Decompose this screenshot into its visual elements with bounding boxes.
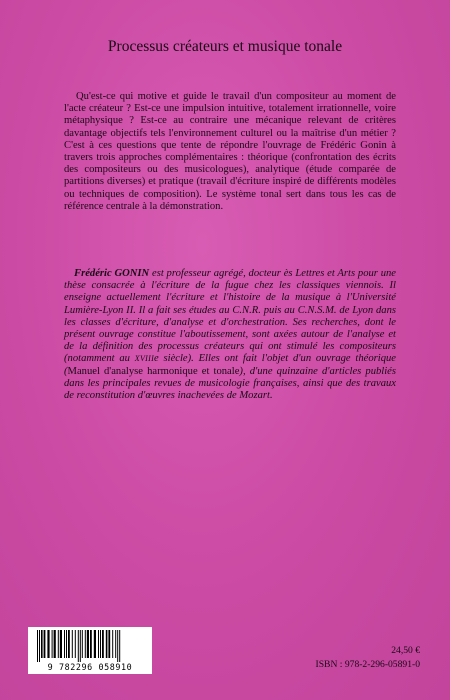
bio-century: XVIII [134, 354, 155, 364]
barcode-bar [39, 630, 40, 662]
price: 24,50 € [391, 645, 420, 656]
barcode-bar [98, 630, 99, 658]
book-title: Processus créateurs et musique tonale [107, 38, 343, 55]
barcode-number: 9 782296 058910 [47, 662, 133, 672]
barcode-bar [58, 630, 59, 658]
bio-book-title: Manuel d'analyse harmonique et tonale [67, 365, 240, 377]
barcode-bar [37, 630, 38, 662]
barcode-bar [112, 630, 113, 658]
barcode-bar [90, 630, 92, 658]
barcode-bar [119, 630, 120, 662]
barcode-bar [75, 630, 76, 658]
barcode-bar [87, 630, 89, 658]
barcode-bar [68, 630, 70, 658]
barcode-bar [94, 630, 96, 658]
barcode-bar [117, 630, 118, 662]
barcode [28, 627, 152, 674]
barcode-bars [35, 630, 145, 662]
barcode-bar [41, 630, 43, 658]
bio-text-1: est professeur agrégé, docteur ès Lettres et Arts pour une thèse consacrée à l'écriture de la fugue chez les classiques viennois. Il enseigne actuellement l'écriture et l'histoire de la musique à l'Université Lumière-Lyon II. Il a fait ses études au C.N.R. puis au C.N.S.M. de Lyon dans les classes d'écriture, d'analyse et d'orchestration. Ses recherches, dont le présent ouvrage constitue l'aboutissement, sont axées autour de l'analyse et de la définition des processus créateurs qui ont stimulé les compositeurs (notamment au [64, 268, 397, 365]
author-name: Frédéric GONIN [74, 268, 150, 279]
bio-text-3: ), d'une quinzaine d'articles publiés dans les principales revues de musicologie françaises, ainsi que des travaux de reconstitution d'œuvres inachevées de Mozart. [64, 365, 397, 402]
barcode-bar [106, 630, 108, 658]
barcode-bar [66, 630, 67, 658]
bio-text-2: e siècle). Elles ont fait l'objet d'un ouvrage théorique ( [64, 353, 396, 377]
book-summary: Qu'est-ce qui motive et guide le travail d'un compositeur au moment de l'acte créateur ? Est-ce une impulsion intuitive, totalement irrationnelle, voire métaphysique ? Est-ce au contraire une mécanique relevant de critères davantage objectifs tels l'environnement culturel ou la maîtrise d'un métier ? C'est à ces questions que tente de répondre l'ouvrage de Frédéric Gonin à travers trois approches complémentaires : théorique (confrontation des écrits des compositeurs ou des musicologues), analytique (étude comparée de partitions diverses) et pratique (travail d'écriture inspiré de différents modèles ou techniques de composition). Le système tonal sert dans tous les cas de référence centrale à la démonstration. [64, 91, 396, 212]
barcode-bar [85, 630, 86, 658]
barcode-bar [60, 630, 62, 658]
barcode-bar [44, 630, 46, 658]
barcode-bar [64, 630, 65, 658]
barcode-bar [80, 630, 81, 662]
barcode-bar [52, 630, 53, 658]
barcode-bar [102, 630, 104, 658]
barcode-bar [72, 630, 73, 658]
barcode-bar [82, 630, 83, 658]
barcode-bar [108, 630, 110, 658]
barcode-bar [100, 630, 101, 658]
barcode-bar [47, 630, 49, 658]
barcode-bar [115, 630, 116, 658]
author-bio [64, 268, 396, 402]
isbn: ISBN : 978-2-296-05891-0 [315, 659, 420, 670]
barcode-bar [54, 630, 56, 658]
barcode-bar [78, 630, 79, 662]
